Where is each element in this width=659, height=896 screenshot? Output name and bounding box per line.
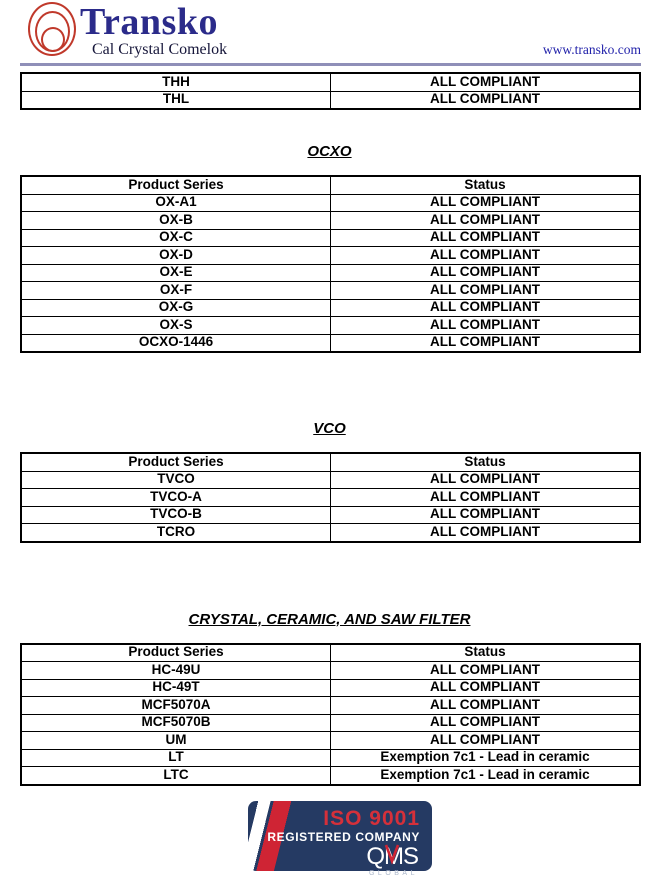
- status-cell: ALL COMPLIANT: [331, 229, 641, 247]
- product-series-cell: OX-G: [21, 299, 331, 317]
- product-series-cell: TCRO: [21, 524, 331, 542]
- section-heading-crystal-ceramic-saw-filter: CRYSTAL, CERAMIC, AND SAW FILTER: [188, 610, 471, 628]
- status-cell: ALL COMPLIANT: [331, 264, 641, 282]
- section-heading-vco: VCO: [313, 420, 346, 437]
- table-row: [21, 489, 640, 507]
- status-cell: Exemption 7c1 - Lead in ceramic: [331, 767, 641, 785]
- product-series-cell: OX-C: [21, 229, 331, 247]
- table-row: [21, 334, 640, 352]
- table-row: [21, 73, 640, 91]
- table-row: [21, 264, 640, 282]
- status-cell: ALL COMPLIANT: [331, 732, 641, 750]
- table-row: [21, 767, 640, 785]
- registered-company-label: REGISTERED COMPANY: [267, 829, 420, 844]
- product-series-cell: THH: [21, 73, 331, 91]
- table-row: [21, 732, 640, 750]
- page-header: [0, 0, 659, 60]
- table-row: [21, 194, 640, 212]
- product-series-cell: UM: [21, 732, 331, 750]
- status-cell: ALL COMPLIANT: [331, 714, 641, 732]
- status-cell: ALL COMPLIANT: [331, 194, 641, 212]
- table-row: [21, 679, 640, 697]
- section-heading-ocxo: OCXO: [307, 143, 352, 160]
- table-header-row: [21, 453, 640, 471]
- table-row: [21, 212, 640, 230]
- table-row: [21, 662, 640, 680]
- logo-ring-inner: [41, 27, 65, 52]
- product-series-cell: OX-E: [21, 264, 331, 282]
- table-row: [21, 317, 640, 335]
- table-row: [21, 91, 640, 109]
- table-row: [21, 714, 640, 732]
- product-series-cell: HC-49U: [21, 662, 331, 680]
- product-series-cell: THL: [21, 91, 331, 109]
- website-link[interactable]: www.transko.com: [542, 42, 641, 57]
- table-header-row: [21, 176, 640, 194]
- table-row: [21, 299, 640, 317]
- status-cell: ALL COMPLIANT: [331, 334, 641, 352]
- qms-red-v-accent-icon: [385, 844, 399, 867]
- status-header: Status: [331, 176, 641, 194]
- brand-name: Transko: [80, 1, 218, 43]
- product-series-header: Product Series: [21, 453, 331, 471]
- product-series-cell: OX-D: [21, 247, 331, 265]
- product-series-cell: OX-A1: [21, 194, 331, 212]
- badge-text-block: [267, 808, 420, 878]
- status-cell: ALL COMPLIANT: [331, 662, 641, 680]
- iso-9001-badge: [248, 801, 432, 877]
- product-series-cell: LT: [21, 749, 331, 767]
- product-series-cell: MCF5070A: [21, 697, 331, 715]
- status-cell: ALL COMPLIANT: [331, 282, 641, 300]
- status-cell: ALL COMPLIANT: [331, 506, 641, 524]
- vco-table: [20, 452, 641, 543]
- product-series-cell: HC-49T: [21, 679, 331, 697]
- iso-9001-title: ISO 9001: [323, 806, 420, 830]
- product-series-cell: OX-S: [21, 317, 331, 335]
- status-cell: ALL COMPLIANT: [331, 524, 641, 542]
- status-cell: ALL COMPLIANT: [331, 317, 641, 335]
- crystal-ceramic-saw-filter-table: [20, 643, 641, 786]
- header-divider: [20, 63, 641, 66]
- table-row: [21, 471, 640, 489]
- status-cell: ALL COMPLIANT: [331, 212, 641, 230]
- brand-tagline: Cal Crystal Comelok: [92, 41, 228, 58]
- status-cell: ALL COMPLIANT: [331, 679, 641, 697]
- status-cell: ALL COMPLIANT: [331, 299, 641, 317]
- product-series-cell: MCF5070B: [21, 714, 331, 732]
- transko-logo-icon: [28, 2, 78, 58]
- qms-logo: [366, 842, 418, 870]
- table-row: [21, 229, 640, 247]
- status-cell: ALL COMPLIANT: [331, 697, 641, 715]
- product-series-cell: TVCO: [21, 471, 331, 489]
- status-cell: ALL COMPLIANT: [331, 489, 641, 507]
- product-series-cell: OCXO-1446: [21, 334, 331, 352]
- table-row: [21, 247, 640, 265]
- status-cell: ALL COMPLIANT: [331, 471, 641, 489]
- table-row: [21, 749, 640, 767]
- table-row: [21, 697, 640, 715]
- status-header: Status: [331, 644, 641, 662]
- status-cell: ALL COMPLIANT: [331, 91, 641, 109]
- qms-global-label: GLOBAL: [368, 869, 418, 877]
- product-series-cell: LTC: [21, 767, 331, 785]
- product-series-header: Product Series: [21, 176, 331, 194]
- table-header-row: [21, 644, 640, 662]
- table-row: [21, 282, 640, 300]
- qms-logo-text: QMS: [366, 842, 418, 870]
- table-row: [21, 524, 640, 542]
- product-series-cell: TVCO-B: [21, 506, 331, 524]
- product-series-cell: TVCO-A: [21, 489, 331, 507]
- table-row: [21, 506, 640, 524]
- product-series-header: Product Series: [21, 644, 331, 662]
- ocxo-table: [20, 175, 641, 353]
- status-cell: Exemption 7c1 - Lead in ceramic: [331, 749, 641, 767]
- status-cell: ALL COMPLIANT: [331, 73, 641, 91]
- product-series-cell: OX-F: [21, 282, 331, 300]
- status-header: Status: [331, 453, 641, 471]
- continuation-table: [20, 72, 641, 110]
- product-series-cell: OX-B: [21, 212, 331, 230]
- status-cell: ALL COMPLIANT: [331, 247, 641, 265]
